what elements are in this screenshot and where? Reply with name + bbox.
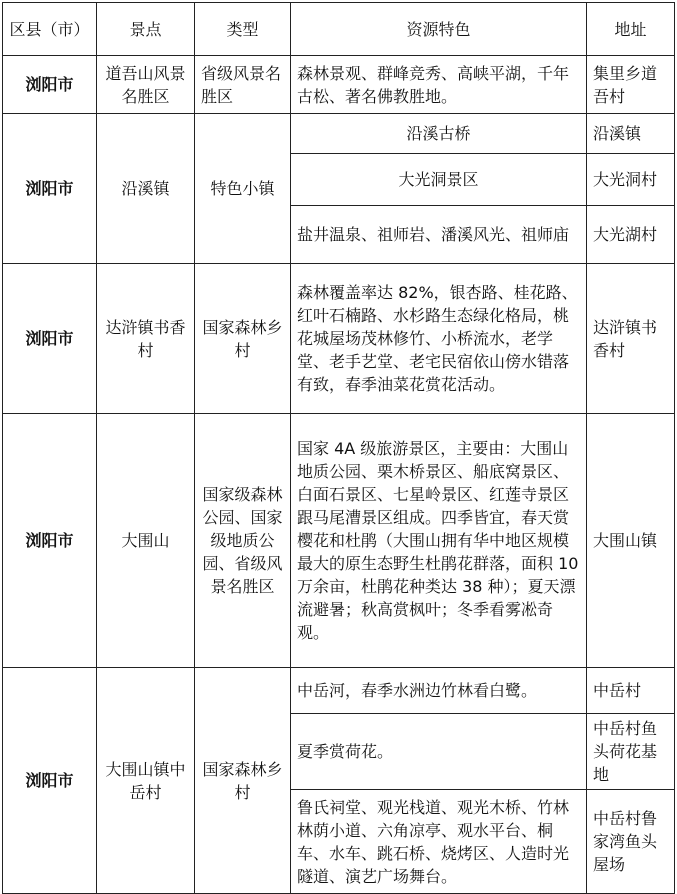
type-cell: 省级风景名胜区: [195, 56, 291, 114]
county-cell: 浏阳市: [3, 114, 97, 264]
features-cell: 大光洞景区: [291, 154, 587, 206]
features-cell: 中岳河，春季水洲边竹林看白鹭。: [291, 668, 587, 714]
type-cell: 国家森林乡村: [195, 668, 291, 894]
features-cell: 森林景观、群峰竞秀、高峡平湖，千年古松、著名佛教胜地。: [291, 56, 587, 114]
header-address: 地址: [587, 3, 675, 56]
features-cell: 沿溪古桥: [291, 114, 587, 154]
features-cell: 森林覆盖率达 82%，银杏路、桂花路、红叶石楠路、水杉路生态绿化格局，桃花城屋场茂林修竹、小桥流水，老学堂、老手艺堂、老宅民宿依山傍水错落有致，春季油菜花赏花活动。: [291, 264, 587, 414]
table-row: [3, 114, 675, 154]
county-cell: 浏阳市: [3, 56, 97, 114]
county-cell: 浏阳市: [3, 668, 97, 894]
spot-cell: 达浒镇书香村: [97, 264, 195, 414]
address-cell: 大光洞村: [587, 154, 675, 206]
address-cell: 中岳村鱼头荷花基地: [587, 714, 675, 790]
address-cell: 达浒镇书香村: [587, 264, 675, 414]
table-header-row: [3, 3, 675, 56]
type-cell: 国家级森林公园、国家级地质公园、省级风景名胜区: [195, 414, 291, 668]
spot-cell: 沿溪镇: [97, 114, 195, 264]
type-cell: 国家森林乡村: [195, 264, 291, 414]
spot-cell: 大围山: [97, 414, 195, 668]
header-features: 资源特色: [291, 3, 587, 56]
county-cell: 浏阳市: [3, 414, 97, 668]
features-cell: 夏季赏荷花。: [291, 714, 587, 790]
table-row: [3, 668, 675, 714]
address-cell: 沿溪镇: [587, 114, 675, 154]
features-cell: 盐井温泉、祖师岩、潘溪风光、祖师庙: [291, 206, 587, 264]
header-county: 区县（市）: [3, 3, 97, 56]
type-cell: 特色小镇: [195, 114, 291, 264]
table-row: [3, 56, 675, 114]
features-cell: 国家 4A 级旅游景区，主要由：大围山地质公园、栗木桥景区、船底窝景区、白面石景区、七星岭景区、红莲寺景区跟马尾漕景区组成。四季皆宜，春天赏樱花和杜鹃（大围山拥有华中地区规模最大的原生态野生杜鹃花群落，面积 10 万余亩，杜鹃花种类达 38 种）；夏天漂流避暑；秋高赏枫叶；冬季看雾凇奇观。: [291, 414, 587, 668]
table-row: [3, 414, 675, 668]
header-type: 类型: [195, 3, 291, 56]
scenic-spots-table: [2, 2, 675, 894]
spot-cell: 道吾山风景名胜区: [97, 56, 195, 114]
address-cell: 大围山镇: [587, 414, 675, 668]
county-cell: 浏阳市: [3, 264, 97, 414]
address-cell: 中岳村鲁家湾鱼头屋场: [587, 790, 675, 894]
address-cell: 集里乡道吾村: [587, 56, 675, 114]
table-row: [3, 264, 675, 414]
address-cell: 中岳村: [587, 668, 675, 714]
address-cell: 大光湖村: [587, 206, 675, 264]
spot-cell: 大围山镇中岳村: [97, 668, 195, 894]
header-spot: 景点: [97, 3, 195, 56]
features-cell: 鲁氏祠堂、观光栈道、观光木桥、竹林林荫小道、六角凉亭、观水平台、桐车、水车、跳石桥、烧烤区、人造时光隧道、演艺广场舞台。: [291, 790, 587, 894]
